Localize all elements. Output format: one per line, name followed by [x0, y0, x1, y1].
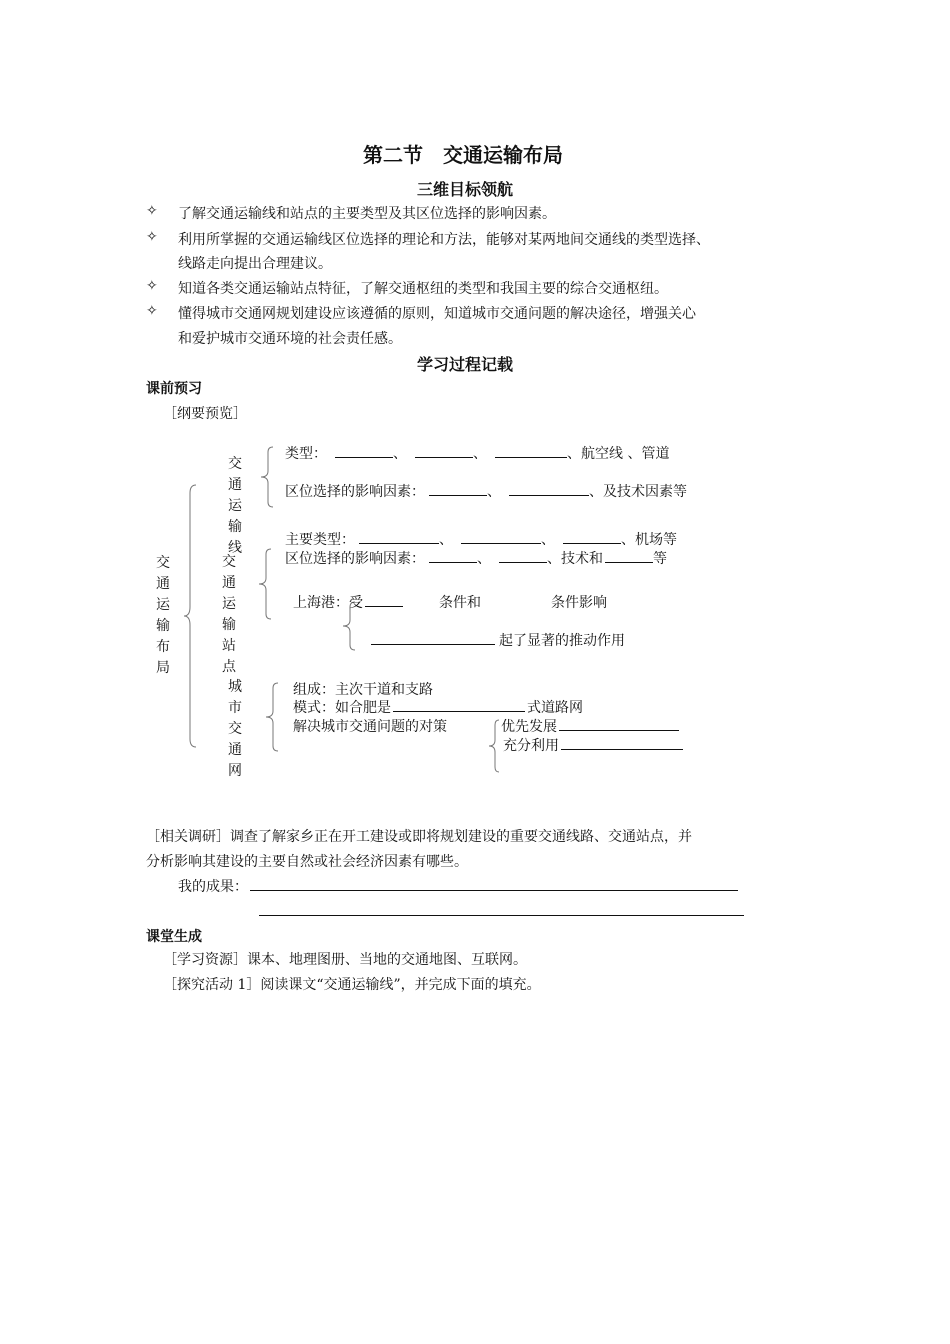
line-factors-row [285, 481, 687, 501]
goal-item-continued: 线路走向提出合理建议。 [178, 256, 332, 272]
blank-shanghai-effect[interactable] [371, 632, 495, 645]
line-brace [261, 447, 277, 507]
fully-use-label: 充分利用 [503, 738, 559, 754]
separator: 、 [393, 446, 407, 462]
separator: 、 [541, 532, 555, 548]
page-title: 第二节 交通运输布局 [363, 143, 563, 167]
blank-city-mode[interactable] [393, 699, 525, 712]
result-answer-line-2[interactable] [259, 901, 744, 916]
research-line-1: ［相关调研］调查了解家乡正在开工建设或即将规划建设的重要交通线路、交通站点，并 [146, 829, 692, 845]
goal-item: 懂得城市交通网规划建设应该遵循的原则，知道城市交通问题的解决途径，增强关心 [178, 306, 696, 322]
blank-shanghai-condition-1[interactable] [365, 594, 403, 607]
blank-line-factor-1[interactable] [429, 483, 487, 496]
outline-label: ［纲要预览］ [163, 406, 247, 422]
city-brace [266, 683, 282, 751]
result-label: 我的成果： [178, 879, 248, 895]
line-types-prefix: 类型： [285, 446, 327, 462]
city-label: 城市交通网 [228, 679, 242, 779]
blank-station-type-1[interactable] [359, 531, 439, 544]
bullet-icon: ✧ [146, 203, 158, 219]
station-types-suffix: 、机场等 [621, 532, 677, 548]
blank-station-factor-2[interactable] [499, 550, 547, 563]
priority-row [501, 716, 679, 736]
blank-line-type-1[interactable] [335, 445, 393, 458]
line-types-row [285, 443, 669, 463]
blank-station-type-2[interactable] [461, 531, 541, 544]
priority-label: 优先发展 [501, 719, 557, 735]
process-heading: 学习过程记载 [417, 355, 514, 374]
result-row [178, 876, 738, 896]
bullet-icon: ✧ [146, 229, 158, 245]
bullet-icon: ✧ [146, 303, 158, 319]
station-factors-suffix: 等 [653, 551, 667, 567]
station-factors-mid: 、技术和 [547, 551, 603, 567]
line-factors-prefix: 区位选择的影响因素： [285, 484, 425, 500]
blank-shanghai-condition-2[interactable] [487, 592, 547, 610]
blank-line-type-2[interactable] [415, 445, 473, 458]
classroom-heading: 课堂生成 [146, 929, 202, 945]
city-mode-prefix: 模式：如合肥是 [293, 700, 391, 716]
separator: 、 [477, 551, 491, 567]
city-solution: 解决城市交通问题的对策 [293, 719, 447, 735]
preview-heading: 课前预习 [146, 381, 202, 397]
learning-resources: ［学习资源］课本、地理图册、当地的交通地图、互联网。 [163, 952, 527, 968]
blank-line-type-3[interactable] [495, 445, 567, 458]
shanghai-prefix: 上海港：受 [293, 595, 363, 611]
shanghai-effect-text: 起了显著的推动作用 [499, 633, 625, 649]
station-brace [259, 549, 275, 619]
city-mode-row [293, 697, 583, 717]
shanghai-mid: 条件和 [439, 595, 481, 611]
shanghai-suffix: 条件影响 [551, 595, 607, 611]
goal-item: 了解交通运输线和站点的主要类型及其区位选择的影响因素。 [178, 206, 556, 222]
line-types-suffix: 、航空线 、管道 [567, 446, 670, 462]
blank-priority[interactable] [559, 718, 679, 731]
line-factors-suffix: 、及技术因素等 [589, 484, 687, 500]
station-label: 交通运输站点 [222, 554, 236, 675]
blank-fully-use[interactable] [561, 737, 683, 750]
root-brace [184, 485, 204, 747]
goal-item: 利用所掌握的交通运输线区位选择的理论和方法，能够对某两地间交通线的类型选择、 [178, 232, 710, 248]
goal-item: 知道各类交通运输站点特征，了解交通枢纽的类型和我国主要的综合交通枢纽。 [178, 281, 668, 297]
station-types-prefix: 主要类型： [285, 532, 355, 548]
separator: 、 [487, 484, 501, 500]
goals-heading: 三维目标领航 [417, 180, 514, 199]
blank-station-type-3[interactable] [563, 531, 621, 544]
station-types-row [285, 529, 677, 549]
station-factors-prefix: 区位选择的影响因素： [285, 551, 425, 567]
root-label: 交通运输布局 [156, 555, 170, 676]
shanghai-row [293, 592, 403, 612]
blank-station-factor-1[interactable] [429, 550, 477, 563]
blank-line-factor-2[interactable] [509, 483, 589, 496]
separator: 、 [473, 446, 487, 462]
line-label: 交通运输线 [228, 456, 242, 556]
city-mode-suffix: 式道路网 [527, 700, 583, 716]
inquiry-activity-1: ［探究活动 1］阅读课文“交通运输线”，并完成下面的填充。 [163, 977, 541, 993]
bullet-icon: ✧ [146, 278, 158, 294]
fully-use-row [503, 735, 683, 755]
city-composition: 组成：主次干道和支路 [293, 682, 433, 698]
shanghai-effect-row [371, 630, 625, 650]
separator: 、 [439, 532, 453, 548]
station-factors-row [285, 548, 667, 568]
research-line-2: 分析影响其建设的主要自然或社会经济因素有哪些。 [146, 854, 468, 870]
blank-station-factor-3[interactable] [605, 550, 653, 563]
result-answer-line-1[interactable] [250, 878, 738, 891]
goal-item-continued: 和爱护城市交通环境的社会责任感。 [178, 331, 402, 347]
